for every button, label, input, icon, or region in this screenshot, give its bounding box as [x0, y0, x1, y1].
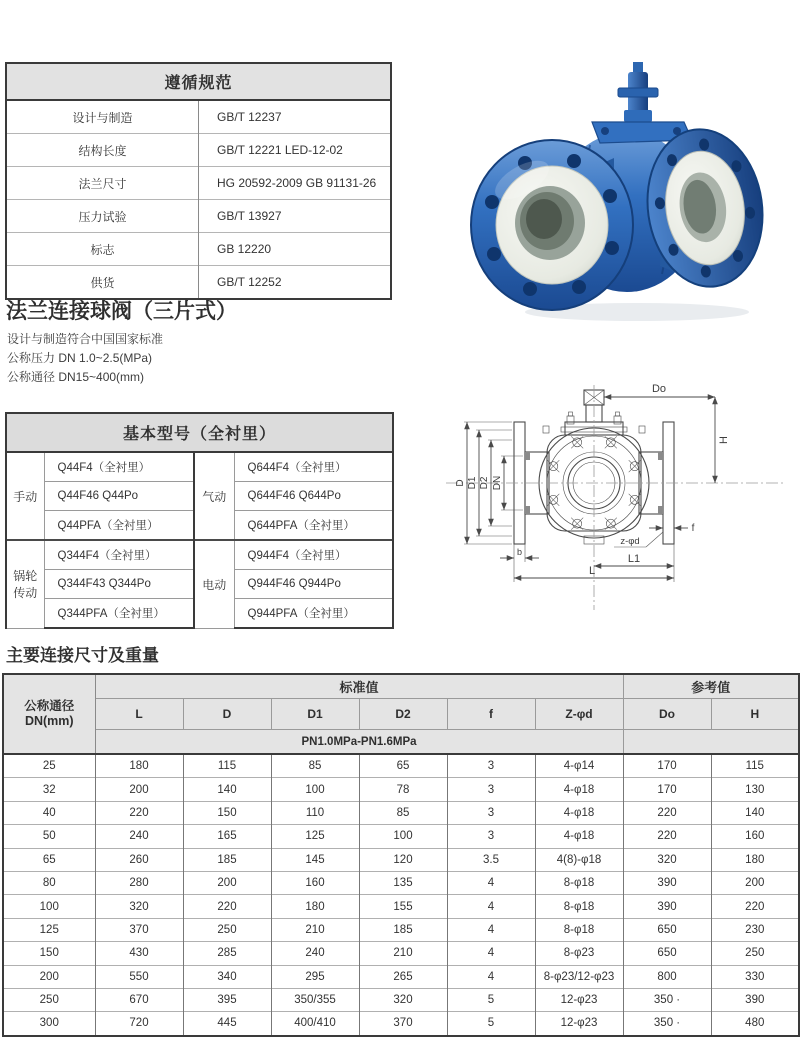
dimensions-row: [3, 825, 799, 848]
dimensions-row: [3, 848, 799, 871]
model-designation: Q344PFA（全衬里）: [44, 599, 194, 629]
dimension-value-cell: 330: [711, 965, 799, 988]
dimension-value-cell: 200: [95, 778, 183, 801]
model-designation: Q944PFA（全衬里）: [234, 599, 393, 629]
column-headers-row: [3, 699, 799, 730]
dimension-value-cell: 390: [623, 871, 711, 894]
dimension-value-cell: 8-φ18: [535, 918, 623, 941]
standards-row: [6, 167, 391, 200]
dimension-value-cell: 445: [183, 1012, 271, 1036]
drive-type-right: 气动: [194, 452, 234, 540]
drive-type-left: 锅轮传动: [6, 540, 44, 628]
dn-value-cell: 40: [3, 801, 95, 824]
dimension-value-cell: 220: [623, 801, 711, 824]
standard-values-header: 标准值: [95, 674, 623, 699]
model-designation: Q44F4（全衬里）: [44, 452, 194, 482]
model-designation: Q644F4（全衬里）: [234, 452, 393, 482]
models-table-title: 基本型号（全衬里）: [6, 413, 393, 452]
subtitle-line-3: 公称通径 DN15~400(mm): [7, 370, 145, 384]
standards-header-row: [6, 63, 391, 100]
dimension-value-cell: 390: [711, 988, 799, 1011]
standards-table: [5, 62, 392, 300]
dimension-value-cell: 160: [271, 871, 359, 894]
model-designation: Q344F43 Q344Po: [44, 570, 194, 599]
dimensions-row: [3, 801, 799, 824]
valve-photo-svg: [452, 60, 788, 330]
dimension-value-cell: 100: [359, 825, 447, 848]
dimension-value-cell: 240: [271, 942, 359, 965]
dimension-drawing-svg: [434, 380, 798, 618]
standard-item-value: GB/T 12237: [199, 100, 392, 134]
dimension-value-cell: 320: [359, 988, 447, 1011]
dim-label-h: H: [718, 436, 730, 444]
dim-label-dn: DN: [492, 475, 503, 491]
standard-item-label: 供货: [6, 266, 199, 300]
dimension-value-cell: 350 ·: [623, 1012, 711, 1036]
model-designation: Q644F46 Q644Po: [234, 482, 393, 511]
dimensions-row: [3, 918, 799, 941]
dimension-value-cell: 100: [271, 778, 359, 801]
model-designation: Q944F4（全衬里）: [234, 540, 393, 570]
dimension-value-cell: 265: [359, 965, 447, 988]
dn-value-cell: 125: [3, 918, 95, 941]
dimension-value-cell: 4: [447, 918, 535, 941]
standard-item-value: HG 20592-2009 GB 91131-26: [199, 167, 392, 200]
dn-value-cell: 32: [3, 778, 95, 801]
models-header-row: [6, 413, 393, 452]
dimension-value-cell: 8-φ18: [535, 895, 623, 918]
dim-label-f: f: [691, 523, 695, 534]
dimension-value-cell: 320: [95, 895, 183, 918]
dimension-value-cell: 155: [359, 895, 447, 918]
pressure-range-empty-cell: [623, 730, 799, 755]
models-row: [6, 452, 393, 482]
standards-row: [6, 100, 391, 134]
standards-table-body: [6, 100, 391, 299]
dimension-value-cell: 165: [183, 825, 271, 848]
dimension-value-cell: 125: [271, 825, 359, 848]
dimension-value-cell: 285: [183, 942, 271, 965]
standards-row: [6, 233, 391, 266]
dn-value-cell: 50: [3, 825, 95, 848]
dimension-value-cell: 4: [447, 965, 535, 988]
dimension-value-cell: 250: [711, 942, 799, 965]
dimension-value-cell: 3: [447, 801, 535, 824]
dimension-value-cell: 230: [711, 918, 799, 941]
dim-label-l: L: [588, 565, 596, 577]
pressure-range-row: [3, 730, 799, 755]
dimension-value-cell: 220: [95, 801, 183, 824]
dn-header-line2: DN(mm): [24, 714, 74, 728]
dimension-value-cell: 78: [359, 778, 447, 801]
dimension-value-cell: 115: [711, 754, 799, 778]
dimension-value-cell: 185: [359, 918, 447, 941]
dim-label-l1: L1: [627, 553, 641, 565]
dimension-value-cell: 800: [623, 965, 711, 988]
dim-label-do: Do: [651, 383, 667, 395]
dimensions-table: [2, 673, 800, 1037]
dn-value-cell: 150: [3, 942, 95, 965]
dim-label-d2: D2: [479, 476, 490, 490]
dimension-value-cell: 550: [95, 965, 183, 988]
dimensions-table-header: [3, 674, 799, 754]
dim-label-d1: D1: [467, 476, 478, 490]
col-header-L: L: [95, 699, 183, 730]
subtitle-line-1: 设计与制造符合中国国家标准: [7, 332, 164, 346]
model-designation: Q44F46 Q44Po: [44, 482, 194, 511]
dimension-value-cell: 110: [271, 801, 359, 824]
dimension-value-cell: 150: [183, 801, 271, 824]
dimension-value-cell: 85: [359, 801, 447, 824]
dimension-value-cell: 180: [271, 895, 359, 918]
dimension-value-cell: 480: [711, 1012, 799, 1036]
dimension-value-cell: 3: [447, 778, 535, 801]
col-header-D: D: [183, 699, 271, 730]
dimensions-row: [3, 942, 799, 965]
dimensions-row: [3, 965, 799, 988]
dn-value-cell: 80: [3, 871, 95, 894]
standard-item-value: GB/T 13927: [199, 200, 392, 233]
col-header-H: H: [711, 699, 799, 730]
dimension-value-cell: 430: [95, 942, 183, 965]
dimension-value-cell: 320: [623, 848, 711, 871]
dimension-value-cell: 200: [183, 871, 271, 894]
product-title: 法兰连接球阀（三片式）: [6, 300, 237, 323]
dn-header-line1: 公称通径: [24, 699, 75, 713]
col-header-f: f: [447, 699, 535, 730]
dimension-value-cell: 8-φ18: [535, 871, 623, 894]
dimension-value-cell: 340: [183, 965, 271, 988]
dimension-value-cell: 260: [95, 848, 183, 871]
drive-type-left: 手动: [6, 452, 44, 540]
dimension-value-cell: 170: [623, 754, 711, 778]
dimension-value-cell: 4: [447, 895, 535, 918]
dimension-value-cell: 5: [447, 1012, 535, 1036]
standards-row: [6, 200, 391, 233]
dimension-value-cell: 140: [711, 801, 799, 824]
standard-item-label: 法兰尺寸: [6, 167, 199, 200]
pressure-range-cell: PN1.0MPa-PN1.6MPa: [95, 730, 623, 755]
dimension-value-cell: 210: [271, 918, 359, 941]
col-header-D1: D1: [271, 699, 359, 730]
drive-type-right: 电动: [194, 540, 234, 628]
dn-value-cell: 200: [3, 965, 95, 988]
dimension-value-cell: 220: [623, 825, 711, 848]
dn-value-cell: 250: [3, 988, 95, 1011]
dn-value-cell: 100: [3, 895, 95, 918]
col-header-D2: D2: [359, 699, 447, 730]
dimensions-row: [3, 895, 799, 918]
standard-item-label: 结构长度: [6, 134, 199, 167]
dn-column-header: [3, 674, 95, 754]
col-header-Zd: Z-φd: [535, 699, 623, 730]
dimension-value-cell: 3.5: [447, 848, 535, 871]
dimensions-row: [3, 754, 799, 778]
dimension-value-cell: 280: [95, 871, 183, 894]
dimension-value-cell: 120: [359, 848, 447, 871]
dimension-drawing: [434, 380, 798, 618]
standard-item-label: 标志: [6, 233, 199, 266]
dimension-value-cell: 145: [271, 848, 359, 871]
dimension-value-cell: 210: [359, 942, 447, 965]
dimension-value-cell: 370: [359, 1012, 447, 1036]
dn-value-cell: 25: [3, 754, 95, 778]
dimension-value-cell: 180: [711, 848, 799, 871]
dimension-value-cell: 85: [271, 754, 359, 778]
dimension-value-cell: 130: [711, 778, 799, 801]
dimension-value-cell: 220: [711, 895, 799, 918]
dimensions-row: [3, 778, 799, 801]
dimension-value-cell: 5: [447, 988, 535, 1011]
dimensions-row: [3, 1012, 799, 1036]
reference-values-header: 参考值: [623, 674, 799, 699]
dimension-value-cell: 295: [271, 965, 359, 988]
dimension-value-cell: 240: [95, 825, 183, 848]
dimension-value-cell: 390: [623, 895, 711, 918]
standard-item-value: GB 12220: [199, 233, 392, 266]
model-designation: Q344F4（全衬里）: [44, 540, 194, 570]
product-subtitle: [7, 330, 163, 387]
dimension-value-cell: 160: [711, 825, 799, 848]
standard-item-label: 设计与制造: [6, 100, 199, 134]
standard-item-label: 压力试验: [6, 200, 199, 233]
model-designation: Q944F46 Q944Po: [234, 570, 393, 599]
standard-item-value: GB/T 12221 LED-12-02: [199, 134, 392, 167]
dimension-value-cell: 395: [183, 988, 271, 1011]
model-designation: Q644PFA（全衬里）: [234, 511, 393, 541]
dimensions-row: [3, 988, 799, 1011]
dimensions-row: [3, 871, 799, 894]
dn-value-cell: 65: [3, 848, 95, 871]
dimension-value-cell: 350/355: [271, 988, 359, 1011]
dimension-value-cell: 4(8)-φ18: [535, 848, 623, 871]
dimension-value-cell: 3: [447, 754, 535, 778]
standard-item-value: GB/T 12252: [199, 266, 392, 300]
dn-value-cell: 300: [3, 1012, 95, 1036]
valve-photo-art: [471, 62, 772, 321]
dimensions-table-body: [3, 754, 799, 1036]
dim-label-zd: z-φd: [620, 536, 640, 547]
model-designation: Q44PFA（全衬里）: [44, 511, 194, 541]
standards-table-title: 遵循规范: [6, 63, 391, 100]
dimension-value-cell: 65: [359, 754, 447, 778]
dimension-value-cell: 350 ·: [623, 988, 711, 1011]
dimension-annotations: [455, 383, 730, 582]
dimension-value-cell: 650: [623, 942, 711, 965]
subtitle-line-2: 公称压力 DN 1.0~2.5(MPa): [7, 351, 153, 365]
dimension-value-cell: 4-φ18: [535, 801, 623, 824]
dimension-value-cell: 12-φ23: [535, 988, 623, 1011]
dimension-value-cell: 4: [447, 871, 535, 894]
dimension-value-cell: 170: [623, 778, 711, 801]
valve-photo: [452, 60, 788, 330]
dimension-value-cell: 650: [623, 918, 711, 941]
dim-label-d: D: [455, 479, 466, 487]
models-table-body: [6, 452, 393, 628]
dimension-value-cell: 135: [359, 871, 447, 894]
dimension-value-cell: 8-φ23/12-φ23: [535, 965, 623, 988]
dimension-value-cell: 200: [711, 871, 799, 894]
col-header-Do: Do: [623, 699, 711, 730]
dimension-value-cell: 4: [447, 942, 535, 965]
dimension-value-cell: 670: [95, 988, 183, 1011]
dimension-value-cell: 720: [95, 1012, 183, 1036]
dimension-value-cell: 185: [183, 848, 271, 871]
dimension-value-cell: 8-φ23: [535, 942, 623, 965]
standards-row: [6, 134, 391, 167]
dimension-value-cell: 4-φ14: [535, 754, 623, 778]
dimension-value-cell: 140: [183, 778, 271, 801]
dimension-value-cell: 400/410: [271, 1012, 359, 1036]
dimension-value-cell: 180: [95, 754, 183, 778]
standards-row: [6, 266, 391, 300]
dimension-value-cell: 12-φ23: [535, 1012, 623, 1036]
dimension-value-cell: 3: [447, 825, 535, 848]
dim-label-b: b: [516, 547, 523, 557]
dimension-value-cell: 220: [183, 895, 271, 918]
dimension-value-cell: 4-φ18: [535, 825, 623, 848]
models-row: [6, 540, 393, 570]
models-table: [5, 412, 394, 629]
dimension-value-cell: 250: [183, 918, 271, 941]
dimension-value-cell: 370: [95, 918, 183, 941]
dimension-value-cell: 115: [183, 754, 271, 778]
dimensions-section-title: 主要连接尺寸及重量: [6, 646, 159, 665]
dimension-value-cell: 4-φ18: [535, 778, 623, 801]
